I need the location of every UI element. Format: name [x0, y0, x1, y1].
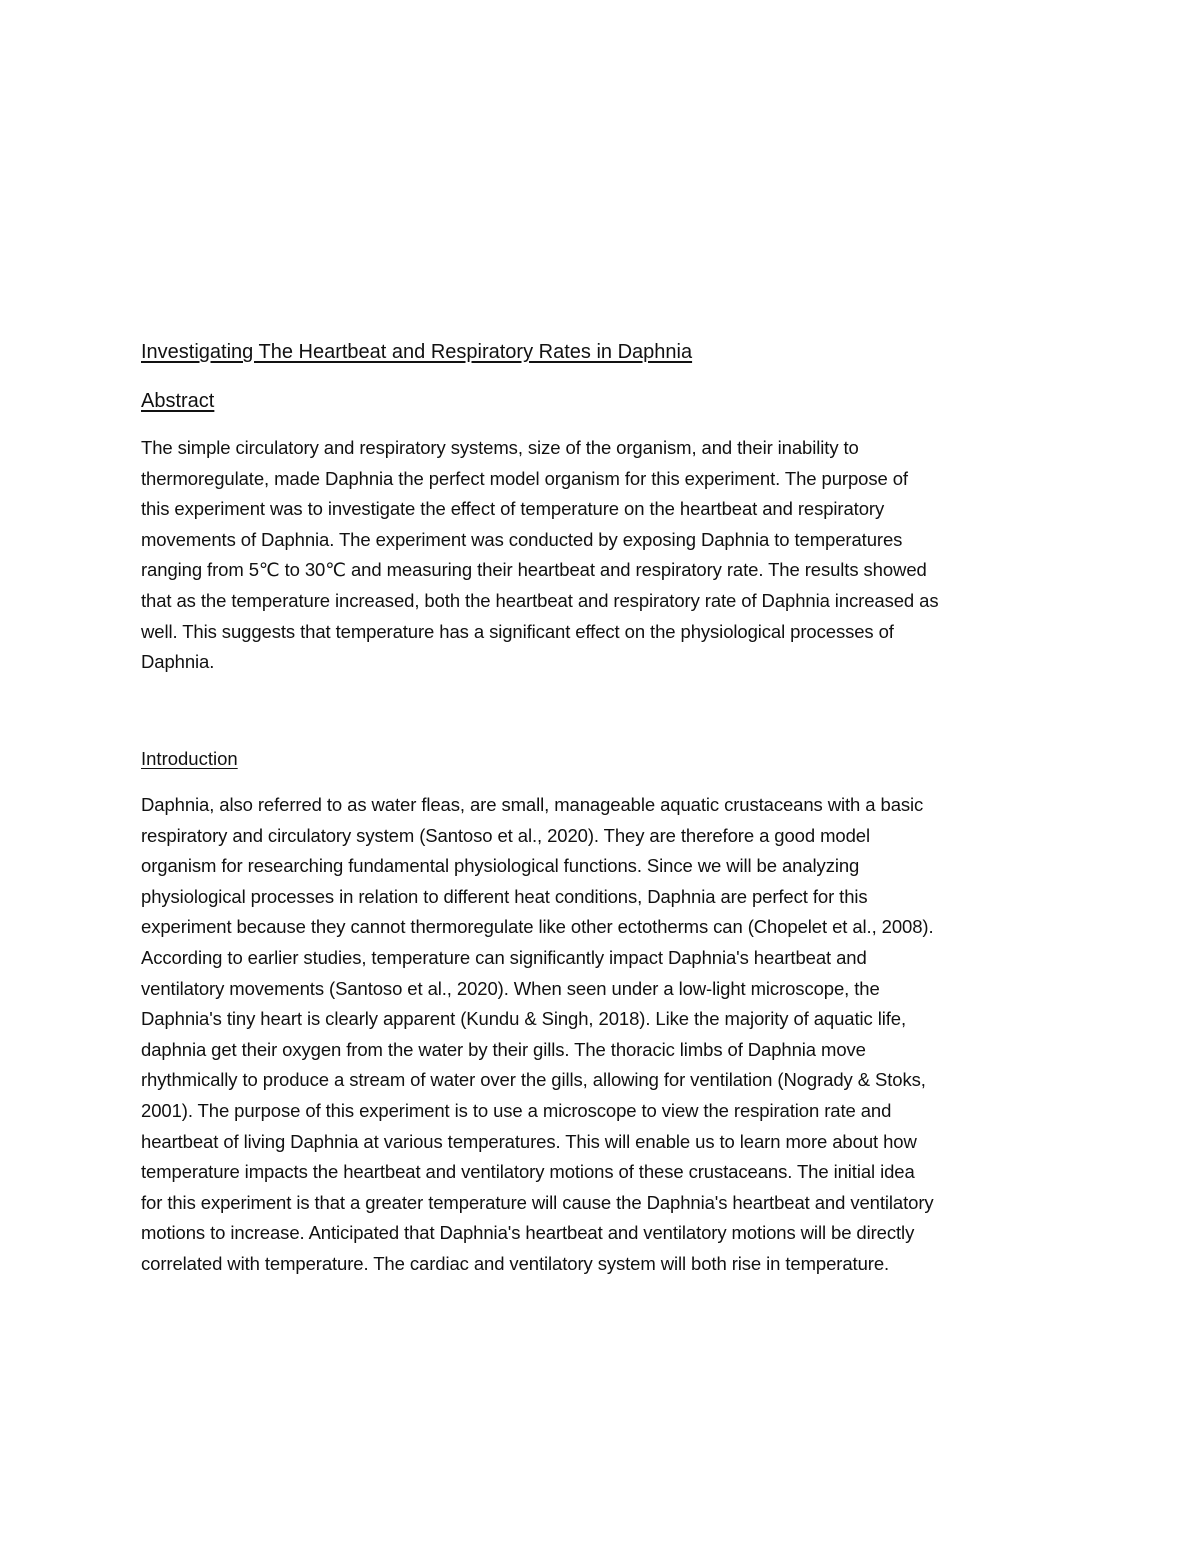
introduction-line: motions to increase. Anticipated that Daphnia's heartbeat and ventilatory motions will be directly	[141, 1222, 915, 1244]
introduction-line: heartbeat of living Daphnia at various temperatures. This will enable us to learn more about how	[141, 1130, 917, 1152]
introduction-line: rhythmically to produce a stream of water over the gills, allowing for ventilation (Nogrady & Stoks,	[141, 1069, 926, 1091]
abstract-heading: Abstract	[141, 390, 215, 412]
document-body	[141, 337, 1061, 1274]
introduction-line: organism for researching fundamental physiological functions. Since we will be analyzing	[141, 855, 860, 877]
abstract-line: that as the temperature increased, both the heartbeat and respiratory rate of Daphnia increased as	[141, 589, 939, 611]
introduction-line: correlated with temperature. The cardiac and ventilatory system will both rise in temperature.	[141, 1252, 890, 1274]
introduction-paragraph	[141, 790, 1061, 1280]
abstract-line: movements of Daphnia. The experiment was conducted by exposing Daphnia to temperatures	[141, 528, 903, 550]
document-title: Investigating The Heartbeat and Respiratory Rates in Daphnia	[141, 341, 693, 363]
introduction-line: daphnia get their oxygen from the water by their gills. The thoracic limbs of Daphnia move	[141, 1038, 866, 1060]
abstract-line: The simple circulatory and respiratory systems, size of the organism, and their inability to	[141, 437, 859, 458]
introduction-line: temperature impacts the heartbeat and ventilatory motions of these crustaceans. The initial idea	[141, 1161, 915, 1183]
abstract-line: this experiment was to investigate the effect of temperature on the heartbeat and respiratory	[141, 498, 885, 520]
abstract-paragraph	[141, 433, 1061, 678]
introduction-line: Daphnia, also referred to as water fleas, are small, manageable aquatic crustaceans with a basic	[141, 794, 924, 815]
introduction-heading: Introduction	[141, 748, 238, 769]
introduction-line: According to earlier studies, temperature can significantly impact Daphnia's heartbeat and	[141, 946, 867, 968]
introduction-line: 2001). The purpose of this experiment is to use a microscope to view the respiration rate and	[141, 1099, 892, 1121]
abstract-line: well. This suggests that temperature has a significant effect on the physiological processes of	[141, 620, 894, 642]
introduction-line: physiological processes in relation to different heat conditions, Daphnia are perfect for this	[141, 885, 868, 907]
abstract-line: Daphnia.	[141, 651, 215, 673]
introduction-line: respiratory and circulatory system (Santoso et al., 2020). They are therefore a good model	[141, 824, 870, 846]
abstract-line: thermoregulate, made Daphnia the perfect model organism for this experiment. The purpose of	[141, 467, 908, 489]
introduction-line: ventilatory movements (Santoso et al., 2020). When seen under a low-light microscope, the	[141, 977, 880, 999]
introduction-line: Daphnia's tiny heart is clearly apparent (Kundu & Singh, 2018). Like the majority of aquatic life,	[141, 1008, 906, 1030]
introduction-line: experiment because they cannot thermoregulate like other ectotherms can (Chopelet et al., 2008).	[141, 916, 934, 938]
introduction-line: for this experiment is that a greater temperature will cause the Daphnia's heartbeat and ventilatory	[141, 1191, 934, 1213]
abstract-line: ranging from 5℃ to 30℃ and measuring their heartbeat and respiratory rate. The results showed	[141, 559, 927, 581]
